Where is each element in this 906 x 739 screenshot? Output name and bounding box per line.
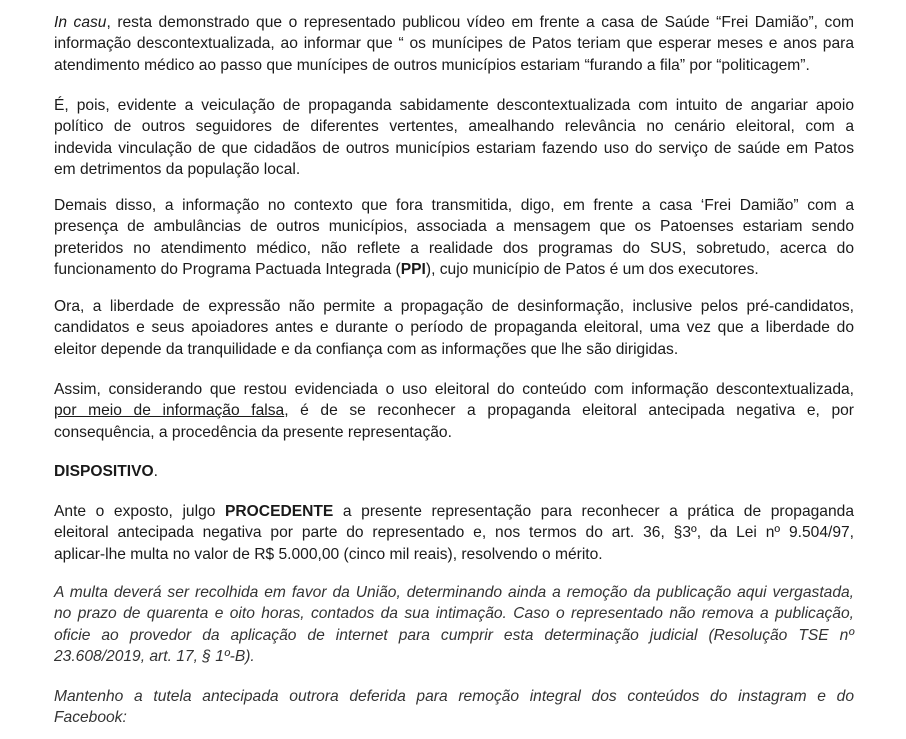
underlined-phrase: por meio de informação falsa: [54, 402, 285, 420]
paragraph-demais-disso: [54, 195, 854, 280]
paragraph-tutela: [54, 686, 854, 729]
text-line: Demais disso, a informação no contexto que fora transmitida, digo, em frente a casa ‘Frei Damião” com a: [54, 197, 854, 214]
text-line: funcionamento do Programa Pactuada Integrada (PPI), cujo município de Patos é um dos executores.: [54, 260, 759, 278]
paragraph-decision: [54, 501, 854, 565]
paragraph-liberdade-expressao: [54, 296, 854, 360]
text-line: político de outros seguidores de diferentes vertentes, amealhando relevância no cenário eleitoral, com a: [54, 118, 854, 136]
text-line: Ante o exposto, julgo PROCEDENTE a presente representação para reconhecer a prática de propaganda: [54, 503, 854, 520]
text-line: por meio de informação falsa, é de se reconhecer a propaganda eleitoral antecipada negativa e, por: [54, 402, 854, 420]
text-line: candidatos e seus apoiadores antes e durante o período de propaganda eleitoral, uma vez que a liberdade do: [54, 319, 854, 337]
paragraph-assim: [54, 379, 854, 443]
verdict-word: PROCEDENTE: [225, 503, 334, 520]
text-line: 23.608/2019, art. 17, § 1º-B).: [54, 647, 255, 665]
paragraph-multa: [54, 582, 854, 667]
text-line: no prazo de quarenta e oito horas, contados da sua intimação. Caso o representado não remova a publicação,: [54, 605, 854, 623]
text-line: preteridos no atendimento médico, não reflete a realidade dos programas do SUS, sobretudo, acerca do: [54, 239, 854, 257]
text-line: Mantenho a tutela antecipada outrora deferida para remoção integral dos conteúdos do instagram e do: [54, 688, 854, 705]
section-heading-dispositivo: DISPOSITIVO.: [54, 463, 158, 480]
text-line: presença de ambulâncias de outros municípios, associada a mensagem que os Patoenses estariam sendo: [54, 218, 854, 236]
text-line: eleitoral antecipada negativa por parte do representado e, nos termos do art. 36, §3º, da Lei nº 9.504/97,: [54, 524, 854, 542]
text-line: A multa deverá ser recolhida em favor da União, determinando ainda a remoção da publicação aqui vergastada,: [54, 584, 854, 601]
text-line: atendimento médico ao passo que munícipes de outros municípios estariam “furando a fila” por “politicagem”.: [54, 56, 810, 74]
paragraph-evidente: [54, 95, 854, 180]
text-line: Ora, a liberdade de expressão não permite a propagação de desinformação, inclusive pelos pré-candidatos,: [54, 298, 854, 315]
text-line: É, pois, evidente a veiculação de propaganda sabidamente descontextualizada com intuito de angariar apoio: [54, 97, 854, 114]
text-line: eleitor depende da tranquilidade e da confiança com as informações que lhe são dirigidas.: [54, 340, 679, 358]
text-line: indevida vinculação de que cidadãos de outros municípios estariam fazendo uso do serviço de saúde em Patos: [54, 139, 854, 157]
text-line: Facebook:: [54, 709, 127, 727]
text-line: Assim, considerando que restou evidenciada o uso eleitoral do conteúdo com informação descontextualizada,: [54, 381, 854, 398]
latin-term: In casu: [54, 14, 107, 31]
text-line: aplicar-lhe multa no valor de R$ 5.000,00 (cinco mil reais), resolvendo o mérito.: [54, 545, 603, 563]
heading-text: DISPOSITIVO: [54, 463, 154, 480]
text-line: oficie ao provedor da aplicação de internet para cumprir esta determinação judicial (Resolução TSE nº: [54, 626, 854, 644]
text-line: consequência, a procedência da presente representação.: [54, 423, 452, 441]
ppi-acronym: PPI: [400, 260, 426, 278]
paragraph-in-casu: [54, 12, 854, 76]
text-line: informação descontextualizada, ao informar que “ os munícipes de Patos teriam que esperar meses e anos para: [54, 35, 854, 53]
text-line: In casu, resta demonstrado que o representado publicou vídeo em frente a casa de Saúde “Frei Damião”, com: [54, 14, 854, 31]
text-line: em detrimentos da população local.: [54, 160, 301, 178]
